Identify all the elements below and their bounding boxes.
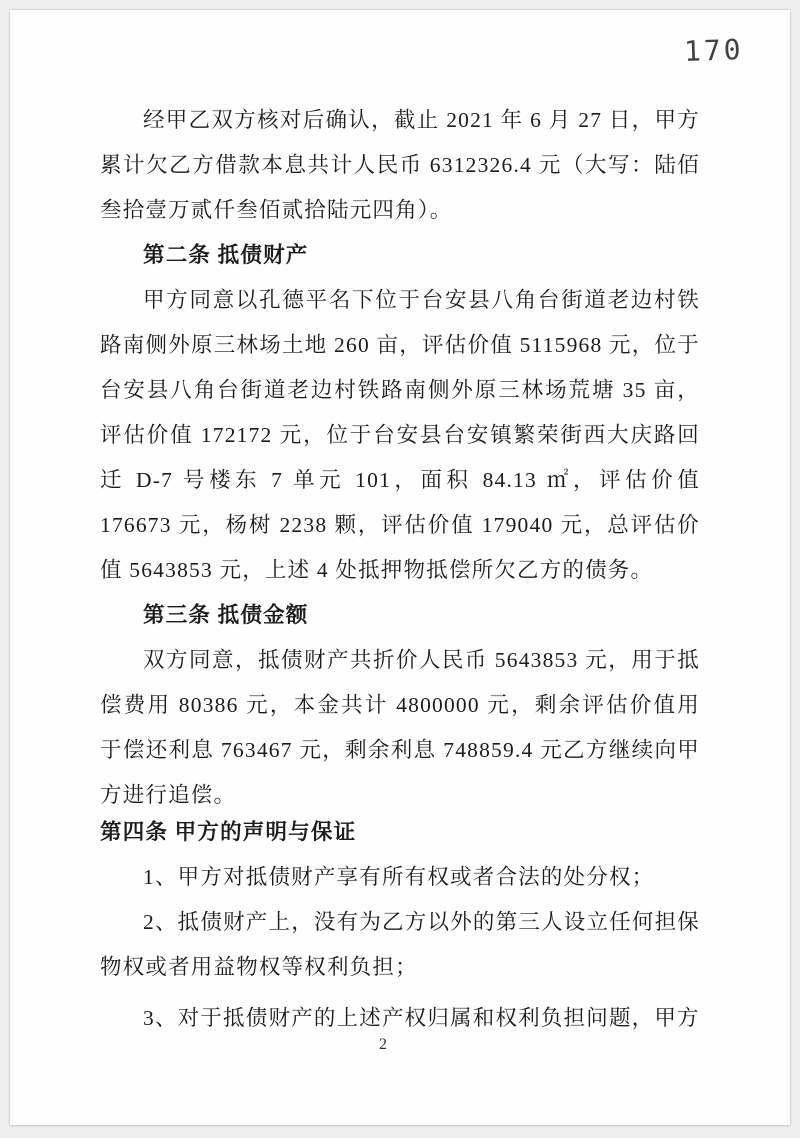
document-body — [10, 10, 790, 1041]
archive-stamp-number: 170 — [683, 32, 745, 69]
list-item-3: 3、对于抵债财产的上述产权归属和权利负担问题，甲方 — [143, 1006, 700, 1030]
list-item-1: 1、甲方对抵债财产享有所有权或者合法的处分权； — [143, 865, 655, 889]
heading-article-4: 第四条 甲方的声明与保证 — [100, 820, 357, 844]
heading-article-2: 第二条 抵债财产 — [143, 243, 309, 267]
heading-article-3: 第三条 抵债金额 — [143, 603, 309, 627]
paragraph-article-2-property: 甲方同意以孔德平名下位于台安县八角台街道老边村铁路南侧外原三林场土地 260 亩，评估价值 5115968 元，位于台安县八角台街道老边村铁路南侧外原三林场荒塘 35 亩，评估价值 172172 元，位于台安县台安镇繁荣街西大庆路回迁 D-7 号楼东 7 单元 101，面积 84.13 ㎡，评估价值 176673 元，杨树 2238 颗，评估价值 179040 元，总评估价值 5643853 元，上述 4 处抵押物抵偿所欠乙方的债务。 — [100, 288, 700, 582]
paragraph-article-3-amount: 双方同意，抵债财产共折价人民币 5643853 元，用于抵偿费用 80386 元，本金共计 4800000 元，剩余评估价值用于偿还利息 763467 元，剩余利息 748859.4 元乙方继续向甲方进行追偿。 — [100, 648, 700, 807]
paragraph-debt-confirmation: 经甲乙双方核对后确认，截止 2021 年 6 月 27 日，甲方累计欠乙方借款本息共计人民币 6312326.4 元（大写：陆佰叁拾壹万贰仟叁佰贰拾陆元四角）。 — [100, 108, 700, 222]
page-number: 2 — [379, 1036, 387, 1053]
list-item-2: 2、抵债财产上，没有为乙方以外的第三人设立任何担保物权或者用益物权等权利负担； — [100, 910, 700, 979]
document-page — [10, 10, 790, 1125]
